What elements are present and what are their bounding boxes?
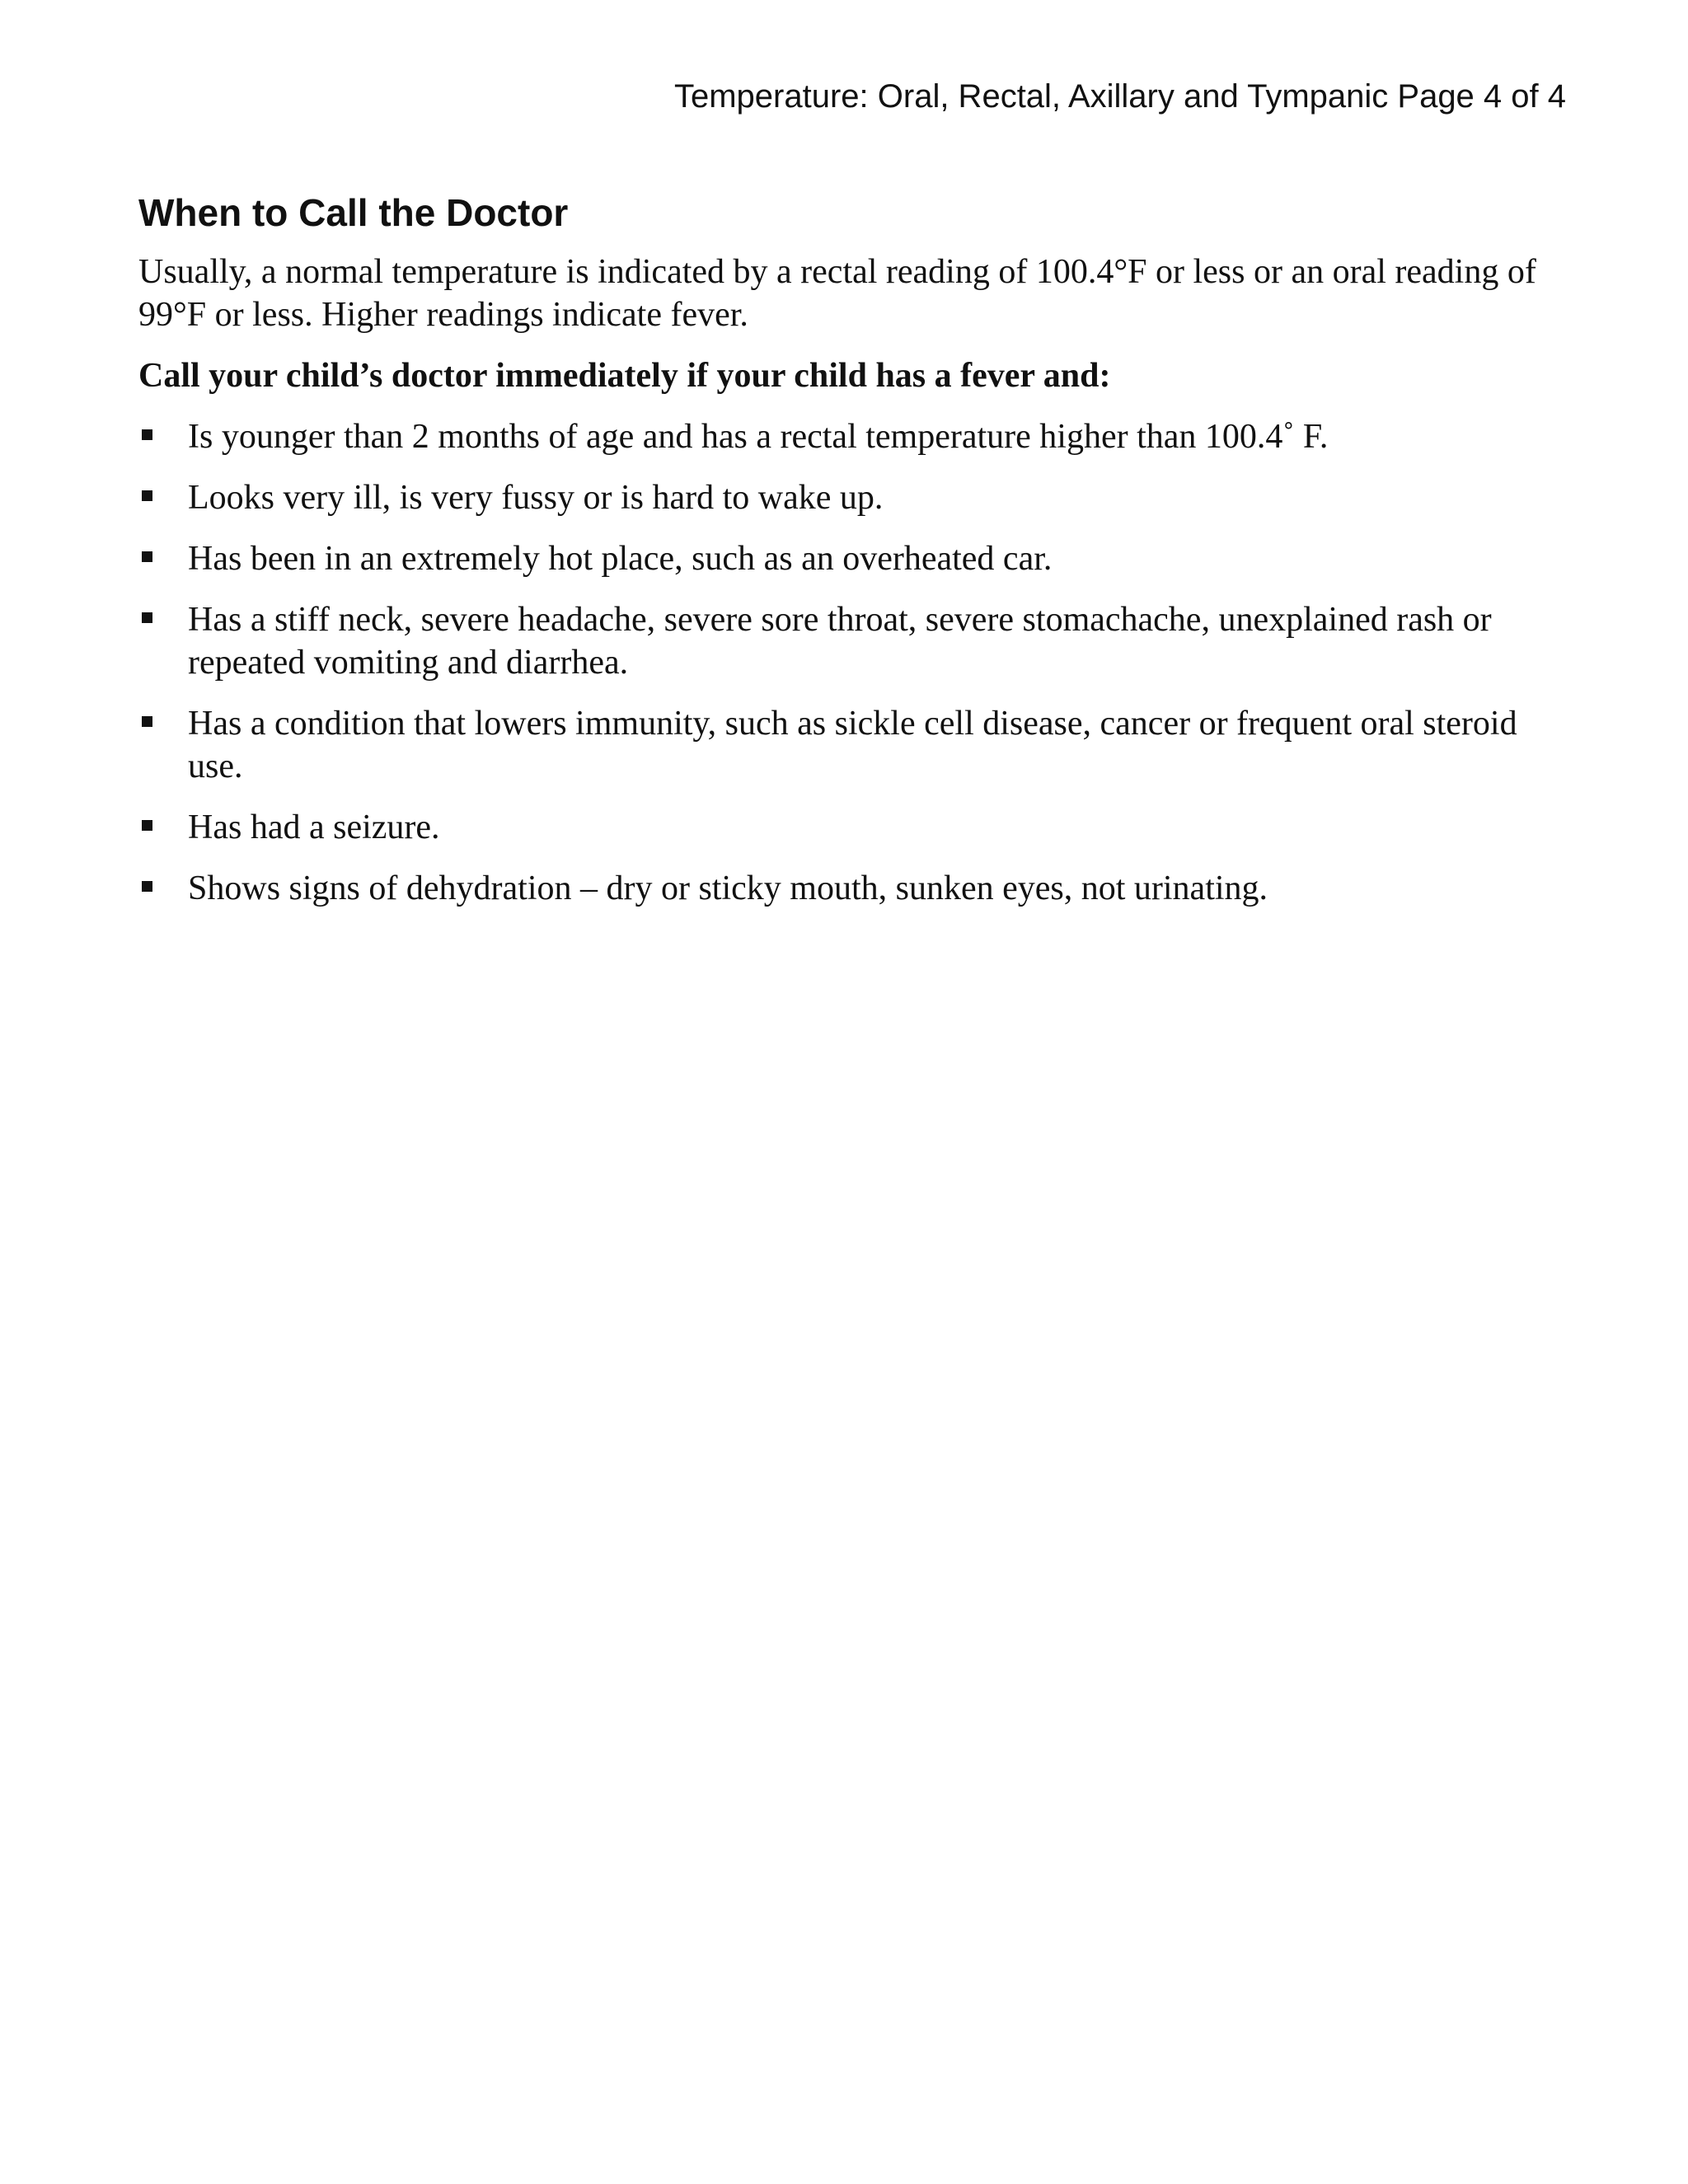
content-area <box>138 188 1556 928</box>
list-item-text: Has a condition that lowers immunity, such as sickle cell disease, cancer or frequent oral steroid use. <box>188 705 1517 785</box>
list-item-text: Has had a seizure. <box>188 808 440 846</box>
square-bullet-icon <box>142 881 152 892</box>
intro-paragraph: Usually, a normal temperature is indicated by a rectal reading of 100.4°F or less or an oral reading of 99°F or less. Higher readings indicate fever. <box>138 253 1536 334</box>
list-item <box>138 806 1556 849</box>
list-item-text: Shows signs of dehydration – dry or sticky mouth, sunken eyes, not urinating. <box>188 869 1268 907</box>
list-item <box>138 537 1556 580</box>
square-bullet-icon <box>142 490 152 501</box>
square-bullet-icon <box>142 612 152 623</box>
list-item-text: Has been in an extremely hot place, such as an overheated car. <box>188 540 1053 578</box>
square-bullet-icon <box>142 716 152 727</box>
list-item <box>138 415 1556 458</box>
list-item <box>138 702 1556 788</box>
call-doctor-heading: Call your child’s doctor immediately if your child has a fever and: <box>138 357 1111 395</box>
list-item-text: Looks very ill, is very fussy or is hard to wake up. <box>188 479 884 517</box>
square-bullet-icon <box>142 551 152 562</box>
section-heading: When to Call the Doctor <box>138 191 569 234</box>
square-bullet-icon <box>142 429 152 440</box>
running-header: Temperature: Oral, Rectal, Axillary and Tympanic Page 4 of 4 <box>673 78 1566 115</box>
symptom-list <box>138 415 1556 910</box>
square-bullet-icon <box>142 820 152 831</box>
list-item-text: Has a stiff neck, severe headache, severe sore throat, severe stomachache, unexplained rash or repeated vomiting and diarrhea. <box>188 601 1492 682</box>
list-item <box>138 476 1556 519</box>
list-item <box>138 867 1556 910</box>
list-item-text: Is younger than 2 months of age and has a rectal temperature higher than 100.4˚ F. <box>188 418 1329 456</box>
list-item <box>138 598 1556 684</box>
